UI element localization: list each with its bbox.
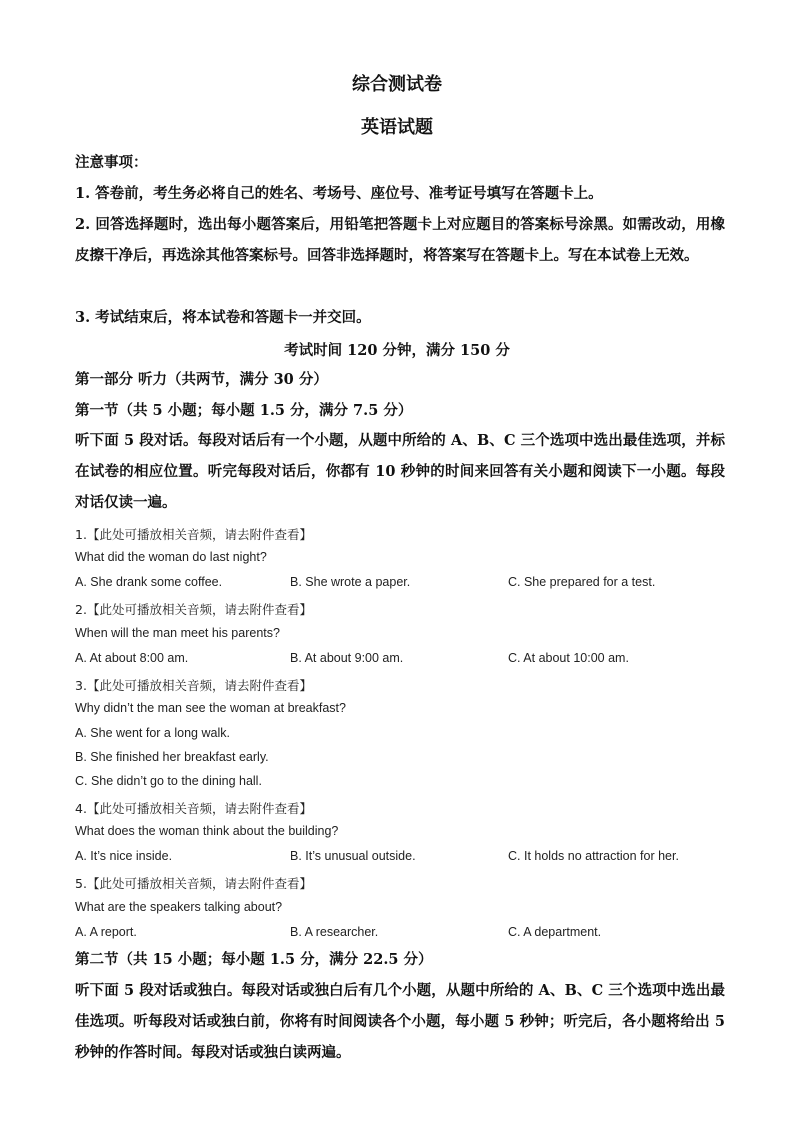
audio-note[interactable]: 【此处可播放相关音频，请去附件查看】: [86, 802, 312, 816]
option-a: A. She went for a long walk.: [75, 726, 230, 740]
section1-instructions: 听下面 5 段对话。每段对话后有一个小题，从题中所给的 A、B、C 三个选项中选出最佳选项，并标在试卷的相应位置。听完每段对话后，你都有 10 秒钟的时间来回答有关小题和阅读下一小题。每段对话仅读一遍。: [75, 432, 725, 511]
audio-note[interactable]: 【此处可播放相关音频，请去附件查看】: [86, 603, 312, 617]
question-3-text: Why didn’t the man see the woman at breakfast?: [75, 701, 346, 715]
question-2-header: [75, 600, 725, 618]
option-c: C. She didn’t go to the dining hall.: [75, 774, 262, 788]
option-c: C. At about 10:00 am.: [508, 651, 629, 665]
page-title: 综合测试卷: [352, 74, 442, 95]
option-b: B. She finished her breakfast early.: [75, 750, 269, 764]
question-5-header: [75, 874, 725, 892]
option-a: A. She drank some coffee.: [75, 575, 223, 589]
exam-info: 考试时间 120 分钟，满分 150 分: [284, 342, 510, 359]
question-2-text: When will the man meet his parents?: [75, 626, 280, 640]
question-3-header: [75, 676, 725, 694]
option-a: A. At about 8:00 am.: [75, 651, 189, 665]
audio-note[interactable]: 【此处可播放相关音频，请去附件查看】: [86, 877, 312, 891]
option-a: A. A report.: [75, 925, 137, 939]
question-number: 2.: [75, 602, 87, 617]
part1-heading: 第一部分 听力（共两节，满分 30 分）: [75, 371, 328, 388]
question-4-text: What does the woman think about the building?: [75, 824, 339, 838]
notes-item-2: 2. 回答选择题时，选出每小题答案后，用铅笔把答题卡上对应题目的答案标号涂黑。如需改动，用橡皮擦干净后，再选涂其他答案标号。回答非选择题时，将答案写在答题卡上。写在本试卷上无效。: [75, 216, 725, 264]
page-subtitle: 英语试题: [361, 117, 433, 138]
option-c: C. It holds no attraction for her.: [508, 849, 679, 863]
audio-note[interactable]: 【此处可播放相关音频，请去附件查看】: [86, 528, 312, 542]
question-5-text: What are the speakers talking about?: [75, 900, 283, 914]
option-b: B. She wrote a paper.: [290, 575, 411, 589]
question-number: 4.: [75, 801, 87, 816]
option-c: C. A department.: [508, 925, 602, 939]
question-number: 5.: [75, 876, 87, 891]
notes-item-1: 1. 答卷前，考生务必将自己的姓名、考场号、座位号、准考证号填写在答题卡上。: [75, 185, 603, 202]
notes-item-3: 3. 考试结束后，将本试卷和答题卡一并交回。: [75, 309, 371, 326]
option-b: B. A researcher.: [290, 925, 379, 939]
audio-note[interactable]: 【此处可播放相关音频，请去附件查看】: [86, 679, 312, 693]
question-number: 1.: [75, 527, 87, 542]
section1-heading: 第一节（共 5 小题；每小题 1.5 分，满分 7.5 分）: [75, 402, 413, 419]
option-c: C. She prepared for a test.: [508, 575, 656, 589]
question-1-text: What did the woman do last night?: [75, 550, 267, 564]
option-a: A. It’s nice inside.: [75, 849, 173, 863]
section2-instructions: 听下面 5 段对话或独白。每段对话或独白后有几个小题，从题中所给的 A、B、C 三个选项中选出最佳选项。听每段对话或独白前，你将有时间阅读各个小题，每小题 5 秒钟；听完后，各小题将给出 5 秒钟的作答时间。每段对话或独白读两遍。: [75, 982, 725, 1061]
option-b: B. At about 9:00 am.: [290, 651, 404, 665]
section2-heading: 第二节（共 15 小题；每小题 1.5 分，满分 22.5 分）: [75, 951, 433, 968]
question-number: 3.: [75, 678, 87, 693]
notes-heading: 注意事项：: [75, 154, 148, 171]
option-b: B. It’s unusual outside.: [290, 849, 416, 863]
question-4-header: [75, 799, 725, 817]
question-1-header: [75, 525, 725, 543]
